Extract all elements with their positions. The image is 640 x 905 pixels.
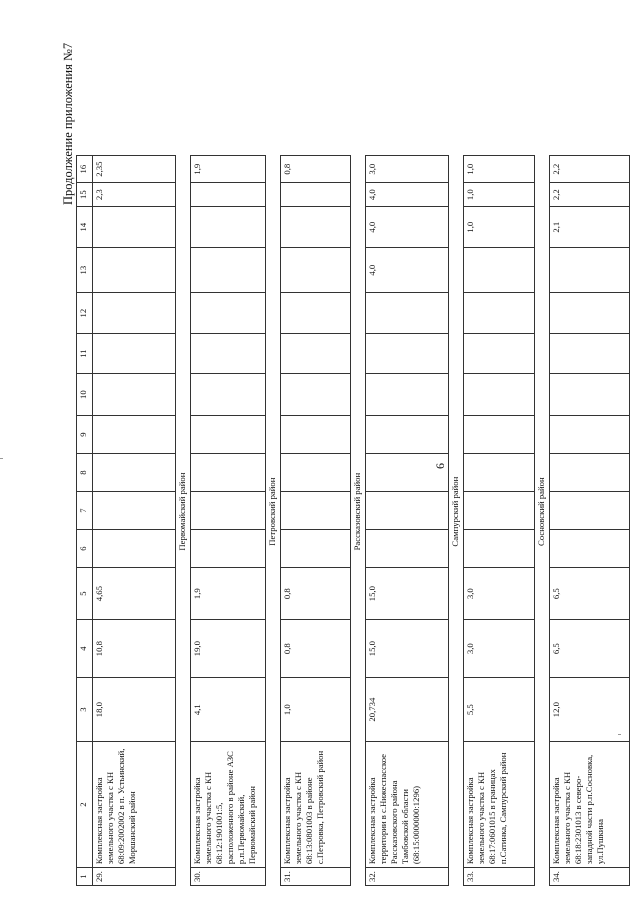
value-cell: 1,0 <box>464 183 535 207</box>
value-cell: 18,0 <box>93 678 176 742</box>
value-cell <box>550 334 630 374</box>
object-name: Комплексная застройка территории в с.Нижеспасское Рассказовского района Тамбовской области (68:15:0000000:1296) <box>366 742 449 868</box>
value-cell <box>366 334 449 374</box>
value-cell <box>93 416 176 454</box>
value-cell <box>281 183 351 207</box>
value-cell: 0,8 <box>281 156 351 183</box>
value-cell: 3,0 <box>464 620 535 678</box>
region-name: Сампурский район <box>449 156 464 868</box>
column-header: 15 <box>77 183 93 207</box>
value-cell: 19,0 <box>191 620 266 678</box>
table-row <box>281 156 351 886</box>
page-number: 6 <box>433 463 447 469</box>
value-cell <box>281 492 351 530</box>
column-header: 14 <box>77 207 93 248</box>
appendix-caption: Продолжение приложения №7 <box>61 42 75 205</box>
value-cell <box>93 454 176 492</box>
column-header: 3 <box>77 678 93 742</box>
value-cell <box>191 374 266 416</box>
object-name: Комплексная застройка земельного участка с КН 68:13:0801003 в районе с.Петровка, Петровский район <box>281 742 351 868</box>
value-cell <box>281 248 351 293</box>
table-row <box>191 156 266 886</box>
value-cell <box>281 207 351 248</box>
value-cell: 4,0 <box>366 207 449 248</box>
column-header: 16 <box>77 156 93 183</box>
value-cell <box>366 293 449 334</box>
value-cell: 20,734 <box>366 678 449 742</box>
table-body <box>77 156 630 886</box>
value-cell <box>191 530 266 568</box>
value-cell: 15,0 <box>366 620 449 678</box>
table-row <box>366 156 449 886</box>
region-name: Рассказовский район <box>351 156 366 868</box>
row-number: 30. <box>191 868 266 886</box>
value-cell: 2,2 <box>550 156 630 183</box>
value-cell: 6,5 <box>550 568 630 620</box>
rotated-page <box>47 26 609 889</box>
value-cell <box>281 416 351 454</box>
value-cell: 2,35 <box>93 156 176 183</box>
row-number: 29. <box>93 868 176 886</box>
column-header: 8 <box>77 454 93 492</box>
value-cell <box>366 416 449 454</box>
value-cell <box>550 530 630 568</box>
object-name: Комплексная застройка земельного участка с КН 68:17:0601015 в границах п.Сатинка, Сампурский район <box>464 742 535 868</box>
column-header: 11 <box>77 334 93 374</box>
value-cell <box>464 334 535 374</box>
scan-mark <box>0 458 3 459</box>
value-cell: 15,0 <box>366 568 449 620</box>
column-header: 10 <box>77 374 93 416</box>
value-cell: 1,9 <box>191 156 266 183</box>
column-header: 9 <box>77 416 93 454</box>
region-name: Первомайский район <box>176 156 191 868</box>
value-cell: 5,5 <box>464 678 535 742</box>
value-cell <box>464 492 535 530</box>
value-cell <box>93 334 176 374</box>
value-cell: 4,0 <box>366 183 449 207</box>
value-cell <box>366 374 449 416</box>
value-cell <box>281 454 351 492</box>
value-cell <box>93 207 176 248</box>
column-header: 2 <box>77 742 93 868</box>
value-cell <box>191 183 266 207</box>
value-cell: 4,65 <box>93 568 176 620</box>
value-cell <box>550 293 630 334</box>
value-cell <box>550 374 630 416</box>
region-lead-cell <box>351 868 366 886</box>
value-cell <box>191 248 266 293</box>
header-row <box>77 156 93 886</box>
value-cell <box>464 416 535 454</box>
value-cell <box>191 334 266 374</box>
value-cell: 1,9 <box>191 568 266 620</box>
value-cell <box>550 416 630 454</box>
value-cell <box>464 530 535 568</box>
value-cell: 6,5 <box>550 620 630 678</box>
column-header: 6 <box>77 530 93 568</box>
value-cell <box>281 293 351 334</box>
object-name: Комплексная застройка земельного участка с КН 68:18:2301013 в северо-западной части р.п.Сосновка, ул.Пушкина <box>550 742 630 868</box>
value-cell <box>191 293 266 334</box>
value-cell: 1,0 <box>281 678 351 742</box>
value-cell <box>281 530 351 568</box>
value-cell <box>93 248 176 293</box>
column-header: 4 <box>77 620 93 678</box>
region-lead-cell <box>176 868 191 886</box>
region-lead-cell <box>535 868 550 886</box>
value-cell: 3,0 <box>366 156 449 183</box>
row-number: 32. <box>366 868 449 886</box>
region-name: Сосновский район <box>535 156 550 868</box>
value-cell: 12,0 <box>550 678 630 742</box>
object-name: Комплексная застройка земельного участка с КН 68:09:2002002 в п. Устьинский, Моршанский район <box>93 742 176 868</box>
value-cell <box>464 374 535 416</box>
column-header: 13 <box>77 248 93 293</box>
value-cell <box>464 454 535 492</box>
value-cell <box>550 492 630 530</box>
value-cell: 0,8 <box>281 620 351 678</box>
column-header: 12 <box>77 293 93 334</box>
region-row <box>176 156 191 886</box>
value-cell <box>464 248 535 293</box>
table-row <box>464 156 535 886</box>
value-cell: 1,0 <box>464 156 535 183</box>
value-cell <box>464 293 535 334</box>
value-cell: 4,1 <box>191 678 266 742</box>
region-lead-cell <box>266 868 281 886</box>
table-row <box>550 156 630 886</box>
region-row <box>449 156 464 886</box>
row-number: 34. <box>550 868 630 886</box>
value-cell <box>366 530 449 568</box>
region-name: Петровский район <box>266 156 281 868</box>
region-row <box>351 156 366 886</box>
column-header: 1 <box>77 868 93 886</box>
column-header: 7 <box>77 492 93 530</box>
value-cell: 4,0 <box>366 248 449 293</box>
value-cell: 2,2 <box>550 183 630 207</box>
object-name: Комплексная застройка земельного участка с КН 68:12:1901001:5, расположенного в районе АЗС р.п.Первомайский, Первомайский район <box>191 742 266 868</box>
region-lead-cell <box>449 868 464 886</box>
value-cell <box>93 530 176 568</box>
value-cell: 2,1 <box>550 207 630 248</box>
value-cell: 10,8 <box>93 620 176 678</box>
column-header: 5 <box>77 568 93 620</box>
value-cell <box>93 374 176 416</box>
row-number: 33. <box>464 868 535 886</box>
region-row <box>535 156 550 886</box>
value-cell <box>366 492 449 530</box>
value-cell <box>191 207 266 248</box>
value-cell <box>281 374 351 416</box>
value-cell <box>281 334 351 374</box>
row-number: 31. <box>281 868 351 886</box>
value-cell <box>93 492 176 530</box>
region-row <box>266 156 281 886</box>
value-cell <box>191 416 266 454</box>
value-cell: 0,8 <box>281 568 351 620</box>
data-table <box>76 155 630 886</box>
table-row <box>93 156 176 886</box>
value-cell: 3,0 <box>464 568 535 620</box>
value-cell: 1,0 <box>464 207 535 248</box>
value-cell: 2,3 <box>93 183 176 207</box>
value-cell <box>93 293 176 334</box>
value-cell <box>550 454 630 492</box>
value-cell <box>191 492 266 530</box>
value-cell <box>550 248 630 293</box>
value-cell <box>191 454 266 492</box>
value-cell <box>366 454 449 492</box>
